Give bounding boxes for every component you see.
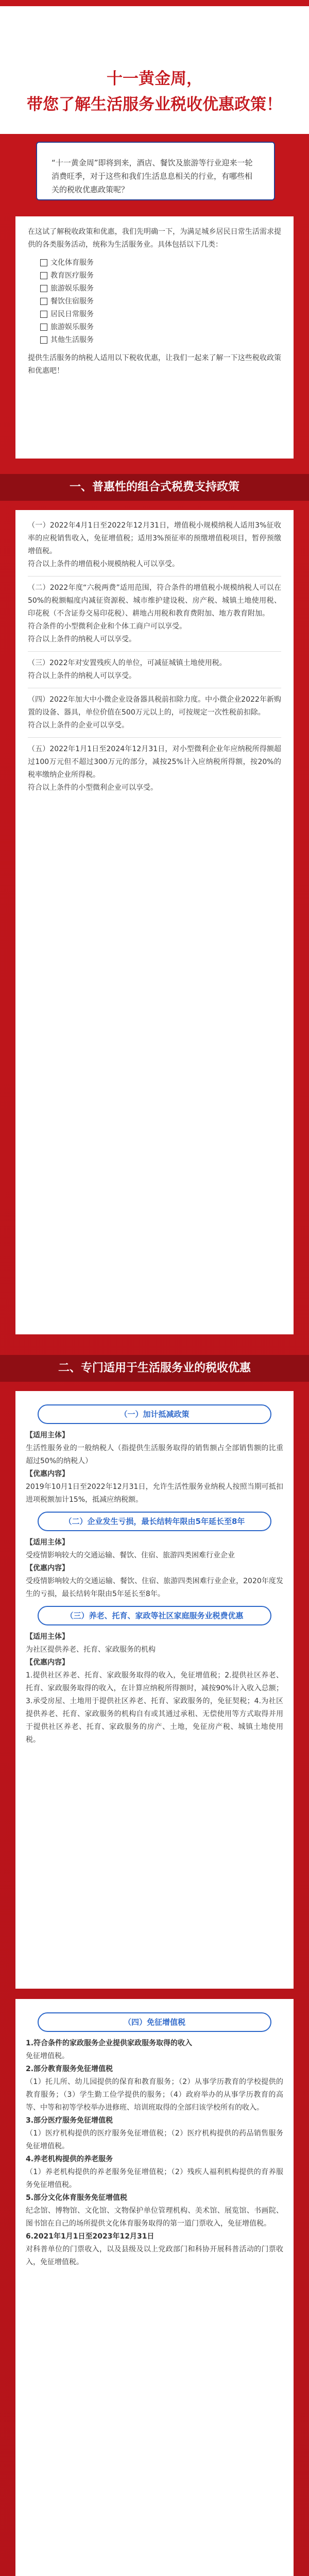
content-label: 【优惠内容】 bbox=[26, 1470, 69, 1478]
industry-item: 居民日常服务 bbox=[50, 310, 94, 318]
industry-list bbox=[40, 257, 281, 347]
industry-item: 教育医疗服务 bbox=[50, 272, 94, 280]
section-1-header bbox=[0, 474, 309, 501]
paragraph: 受疫情影响较大的交通运输、餐饮、住宿、旅游四类困难行业企业，2020年度发生的亏损，最长结转年限由5年延长至8年。 bbox=[26, 1577, 283, 1598]
applicable-label: 【适用主体】 bbox=[26, 1633, 69, 1641]
paragraph: 1.提供社区养老、托育、家政服务取得的收入，免征增值税；2.提供社区养老、托育、家政服务取得的收入，在计算应纳税所得额时，减按90%计入收入总额；3.承受房屋、土地用于提供社区养老、托育、家政服务的，免征契税；4.为社区提供养老、托育、家政服务的机构自有或其通过承租、无偿使用等方式取得并用于提供社区养老、托育、家政服务的房产、土地，免征房产税、城镇土地使用税。 bbox=[26, 1671, 283, 1744]
exempt-title: 1.符合条件的家政服务企业提供家政服务取得的收入 bbox=[26, 2039, 193, 2047]
content-label: 【优惠内容】 bbox=[26, 1564, 69, 1572]
page-title bbox=[0, 66, 309, 117]
policy-applicable: 符合以上条件的纳税人可以享受。 bbox=[28, 672, 136, 680]
title-line-2: 带您了解生活服务业税收优惠政策！ bbox=[27, 95, 282, 114]
section-1-card bbox=[15, 510, 294, 1334]
exempt-title: 2.部分教育服务免征增值税 bbox=[26, 2065, 113, 2073]
checkbox-icon bbox=[40, 259, 47, 266]
overview-card bbox=[15, 216, 294, 459]
industry-item: 其他生活服务 bbox=[50, 336, 94, 344]
policy-applicable: 符合以上条件的增值税小规模纳税人可以享受。 bbox=[28, 560, 179, 568]
industry-item: 餐饮住宿服务 bbox=[50, 297, 94, 306]
policy-paragraph: （一）2022年4月1日至2022年12月31日，增值税小规模纳税人适用3%征收率的应税销售收入，免征增值税；适用3%预征率的预缴增值税项目，暂停预缴增值税。 bbox=[28, 521, 281, 555]
checkbox-icon bbox=[40, 324, 47, 331]
header-accent-bar bbox=[0, 0, 309, 6]
policy-paragraph: （五）2022年1月1日至2024年12月31日，对小型微利企业年应纳税所得额超过100万元但不超过300万元的部分，减按25%计入应纳税所得额，按20%的税率缴纳企业所得税。 bbox=[28, 745, 281, 779]
paragraph: 对科普单位的门票收入，以及县级及以上党政部门和科协开展科普活动的门票收入，免征增值税。 bbox=[26, 2245, 283, 2266]
paragraph: （1）养老机构提供的养老服务免征增值税；（2）残疾人福利机构提供的育养服务免征增值税。 bbox=[26, 2168, 283, 2189]
industry-item: 旅游娱乐服务 bbox=[50, 323, 94, 331]
policy-paragraph: （二）2022年度“六税两费”适用范围，符合条件的增值税小规模纳税人可以在50%的税额幅度内减征资源税、城市维护建设税、房产税、城镇土地使用税、印花税（不含证券交易印花税）、耕地占用税和教育费附加、地方教育附加。 bbox=[28, 584, 281, 618]
content-label: 【优惠内容】 bbox=[26, 1658, 69, 1667]
paragraph: 生活性服务业的一般纳税人（指提供生活服务取得的销售额占全部销售额的比重超过50%的纳税人） bbox=[26, 1444, 283, 1465]
overview-closing: 提供生活服务的纳税人适用以下税收优惠，让我们一起来了解一下这些税收政策和优惠吧！ bbox=[28, 354, 281, 375]
paragraph: 受疫情影响较大的交通运输、餐饮、住宿、旅游四类困难行业企业 bbox=[26, 1551, 235, 1560]
pill-1: （一）加计抵减政策 bbox=[38, 1404, 271, 1424]
checkbox-icon bbox=[40, 272, 47, 279]
policy-applicable: 符合以上条件的小型微利企业可以享受。 bbox=[28, 784, 158, 792]
applicable-label: 【适用主体】 bbox=[26, 1431, 69, 1439]
exempt-title: 5.部分文化体育服务免征增值税 bbox=[26, 2194, 128, 2202]
header bbox=[0, 0, 309, 134]
exempt-title: 4.养老机构提供的养老服务 bbox=[26, 2155, 113, 2163]
industry-item: 旅游娱乐服务 bbox=[50, 284, 94, 293]
checkbox-icon bbox=[40, 285, 47, 292]
paragraph: 纪念馆、博物馆、文化馆、文物保护单位管理机构、美术馆、展览馆、书画院、图书馆在自己的场所提供文化体育服务取得的第一道门票收入，免征增值税。 bbox=[26, 2207, 283, 2228]
policy-paragraph: （四）2022年加大中小微企业设备器具税前扣除力度。中小微企业2022年新购置的设备、器具，单位价值在500万元以上的，可按规定一次性税前扣除。 bbox=[28, 696, 281, 717]
section-2-card-b bbox=[15, 1999, 294, 2576]
checkbox-icon bbox=[40, 336, 47, 344]
divider bbox=[28, 737, 281, 738]
pill-4: （四）免征增值税 bbox=[38, 2012, 271, 2032]
policy-paragraph: 符合条件的小型微利企业和个体工商户可以享受。 bbox=[28, 622, 186, 631]
policy-paragraph: （三）2022年对安置残疾人的单位，可减征城镇土地使用税。 bbox=[28, 659, 227, 667]
pill-3: （三）养老、托育、家政等社区家庭服务业税费优惠 bbox=[38, 1606, 271, 1625]
paragraph: （1）托儿所、幼儿园提供的保育和教育服务；（2）从事学历教育的学校提供的教育服务；（3）学生勤工俭学提供的服务；（4）政府举办的从事学历教育的高等、中等和初等学校举办进修班、培训班取得的全部归该学校所有的收入。 bbox=[26, 2078, 283, 2112]
section-2-header bbox=[0, 1355, 309, 1382]
overview-paragraph: 在这试了解税收政策和优惠，我们先明确一下，为满足城乡居民日常生活需求提供的各类服务活动，统称为生活服务业。具体包括以下几类： bbox=[28, 228, 281, 249]
policy-applicable: 符合以上条件的纳税人可以享受。 bbox=[28, 635, 136, 643]
paragraph: 2019年10月1日至2022年12月31日，允许生活性服务业纳税人按照当期可抵扣进项税额加计15%，抵减应纳税额。 bbox=[26, 1483, 283, 1504]
title-line-1: 十一黄金周， bbox=[107, 70, 202, 88]
paragraph: 免征增值税。 bbox=[26, 2052, 69, 2060]
intro-text: “十一黄金周”即将到来，酒店、餐饮及旅游等行业迎来一轮消费旺季，对于这些和我们生活息息相关的行业，有哪些相关的税收优惠政策呢？ bbox=[52, 158, 253, 194]
divider bbox=[28, 651, 281, 652]
exempt-title: 6.2021年1月1日至2023年12月31日 bbox=[26, 2232, 154, 2241]
checkbox-icon bbox=[40, 298, 47, 305]
section-1-title: 一、普惠性的组合式税费支持政策 bbox=[69, 481, 239, 494]
section-2-title: 二、专门适用于生活服务业的税收优惠 bbox=[58, 1362, 251, 1375]
checkbox-icon bbox=[40, 311, 47, 318]
industry-item: 文化体育服务 bbox=[50, 259, 94, 267]
paragraph: 为社区提供养老、托育、家政服务的机构 bbox=[26, 1646, 156, 1654]
section-2-card-a bbox=[15, 1391, 294, 1989]
pill-2: （二）企业发生亏损，最长结转年限由5年延长至8年 bbox=[38, 1512, 271, 1531]
divider bbox=[28, 576, 281, 577]
intro-box bbox=[36, 142, 275, 200]
applicable-label: 【适用主体】 bbox=[26, 1538, 69, 1547]
policy-applicable: 符合以上条件的企业可以享受。 bbox=[28, 721, 129, 730]
exempt-title: 3.部分医疗服务免征增值税 bbox=[26, 2116, 113, 2125]
paragraph: （1）医疗机构提供的医疗服务免征增值税；（2）医疗机构提供的药品销售服务免征增值税。 bbox=[26, 2129, 283, 2150]
